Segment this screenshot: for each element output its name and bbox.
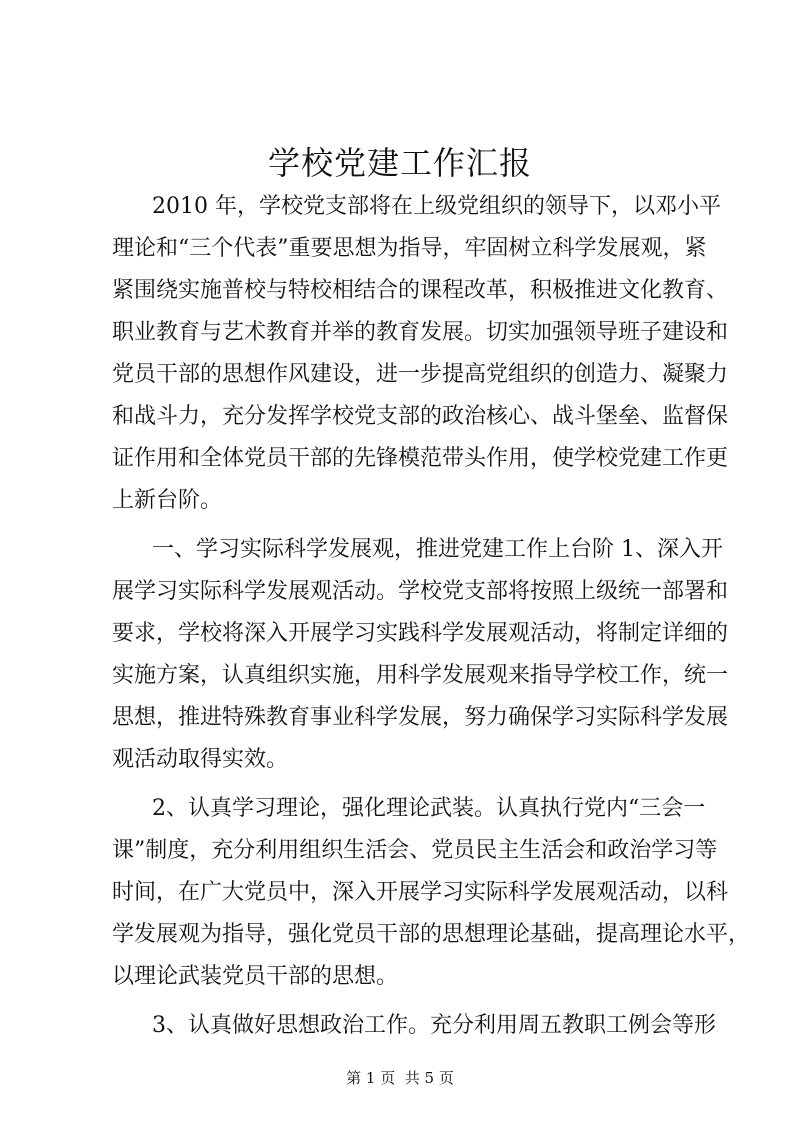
paragraph-4: [112, 1005, 716, 1047]
text-line: 证作用和全体党员干部的先锋模范带头作用，使学校党建工作更: [112, 446, 729, 471]
text-line: 实施方案，认真组织实施，用科学发展观来指导学校工作，统一: [112, 663, 729, 688]
text-line: 思想，推进特殊教育事业科学发展，努力确保学习实际科学发展: [112, 705, 729, 730]
document-title: 学校党建工作汇报: [267, 144, 532, 182]
text-line: 展学习实际科学发展观活动。学校党支部将按照上级统一部署和: [112, 579, 729, 604]
text-line: 要求，学校将深入开展学习实践科学发展观活动，将制定详细的: [112, 621, 729, 646]
text-line: 上新台阶。: [112, 488, 223, 513]
text-line: 3、认真做好思想政治工作。充分利用周五教职工例会等形: [152, 1013, 716, 1038]
text-line: 和战斗力，充分发挥学校党支部的政治核心、战斗堡垒、监督保: [112, 404, 729, 429]
text-line: 学发展观为指导，强化党员干部的思想理论基础，提高理论水平，: [112, 922, 751, 947]
text-line: 2010 年，学校党支部将在上级党组织的领导下，以邓小平: [152, 194, 721, 219]
text-line: 理论和“三个代表”重要思想为指导，牢固树立科学发展观，紧: [112, 236, 707, 261]
text-line: 观活动取得实效。: [112, 747, 289, 772]
text-line: 职业教育与艺术教育并举的教育发展。切实加强领导班子建设和: [112, 320, 729, 345]
text-line: 紧围绕实施普校与特校相结合的课程改革，积极推进文化教育、: [112, 278, 729, 303]
document-body: [112, 186, 751, 1047]
text-line: 以理论武装党员干部的思想。: [112, 964, 399, 989]
paragraph-3: [112, 788, 751, 998]
text-line: 课”制度，充分利用组织生活会、党员民主生活会和政治学习等: [112, 838, 718, 863]
page-footer: 第 1 页 共 5 页: [346, 1069, 454, 1087]
text-line: 一、学习实际科学发展观，推进党建工作上台阶 1、深入开: [152, 537, 723, 562]
paragraph-1: [112, 186, 729, 522]
paragraph-2: [112, 529, 729, 781]
text-line: 时间，在广大党员中，深入开展学习实际科学发展观活动，以科: [112, 880, 729, 905]
text-line: 党员干部的思想作风建设，进一步提高党组织的创造力、凝聚力: [112, 362, 729, 387]
text-line: 2、认真学习理论，强化理论武装。认真执行党内“三会一: [152, 796, 706, 821]
